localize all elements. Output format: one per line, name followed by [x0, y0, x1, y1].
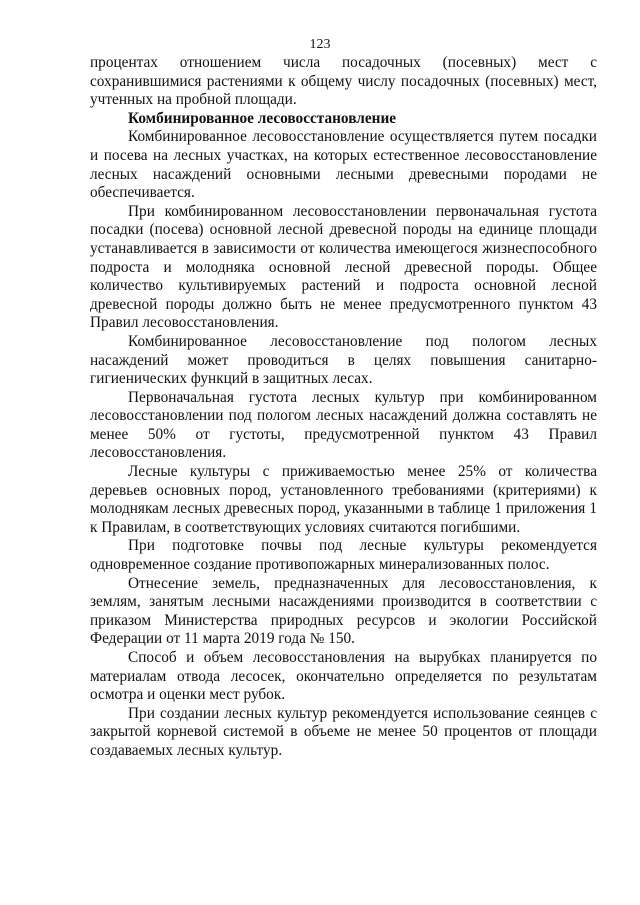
document-body [90, 54, 597, 761]
paragraph: Первоначальная густота лесных культур при комбинированном лесовосстановлении под пологом лесных насаждений должна составлять не менее 50% от густоты, предусмотренной пунктом 43 Правил лесовосстановления. [90, 388, 597, 462]
paragraph: Комбинированное лесовосстановление осуществляется путем посадки и посева на лесных участках, на которых естественное лесовосстановление лесных насаждений основными лесными древесными породами не обеспечивается. [90, 128, 597, 202]
paragraph: При подготовке почвы под лесные культуры рекомендуется одновременное создание противопожарных минерализованных полос. [90, 537, 597, 574]
paragraph: Способ и объем лесовосстановления на вырубках планируется по материалам отвода лесосек, окончательно определяется по результатам осмотра и оценки мест рубок. [90, 649, 597, 704]
continuation-paragraph: процентах отношением числа посадочных (посевных) мест с сохранившимися растениями к общему числу посадочных (посевных) мест, учтенных на пробной площади. [90, 54, 597, 109]
paragraph: Лесные культуры с приживаемостью менее 25% от количества деревьев основных пород, установленного требованиями (критериями) к молоднякам лесных древесных пород, указанными в таблице 1 приложения 1 к Правилам, в соответствующих условиях считаются погибшими. [90, 463, 597, 536]
paragraph: При комбинированном лесовосстановлении первоначальная густота посадки (посева) основной лесной древесной породы на единице площади устанавливается в зависимости от количества имеющегося жизнеспособного подроста и молодняка основной лесной древесной породы. Общее количество культивируемых растений и подроста основной лесной древесной породы должно быть не менее предусмотренного пунктом 43 Правил лесовосстановления. [90, 202, 597, 332]
paragraph: Отнесение земель, предназначенных для лесовосстановления, к землям, занятым лесными насаждениями производится в соответствии с приказом Министерства природных ресурсов и экологии Российской Федерации от 11 марта 2019 года № 150. [90, 574, 597, 648]
page-number: 123 [309, 37, 331, 52]
paragraph: При создании лесных культур рекомендуется использование сеянцев с закрытой корневой системой в объеме не менее 50 процентов от площади создаваемых лесных культур. [90, 704, 597, 759]
paragraph: Комбинированное лесовосстановление под пологом лесных насаждений может проводиться в целях повышения санитарно-гигиенических функций в защитных лесах. [90, 332, 597, 388]
section-heading: Комбинированное лесовосстановление [128, 109, 397, 127]
